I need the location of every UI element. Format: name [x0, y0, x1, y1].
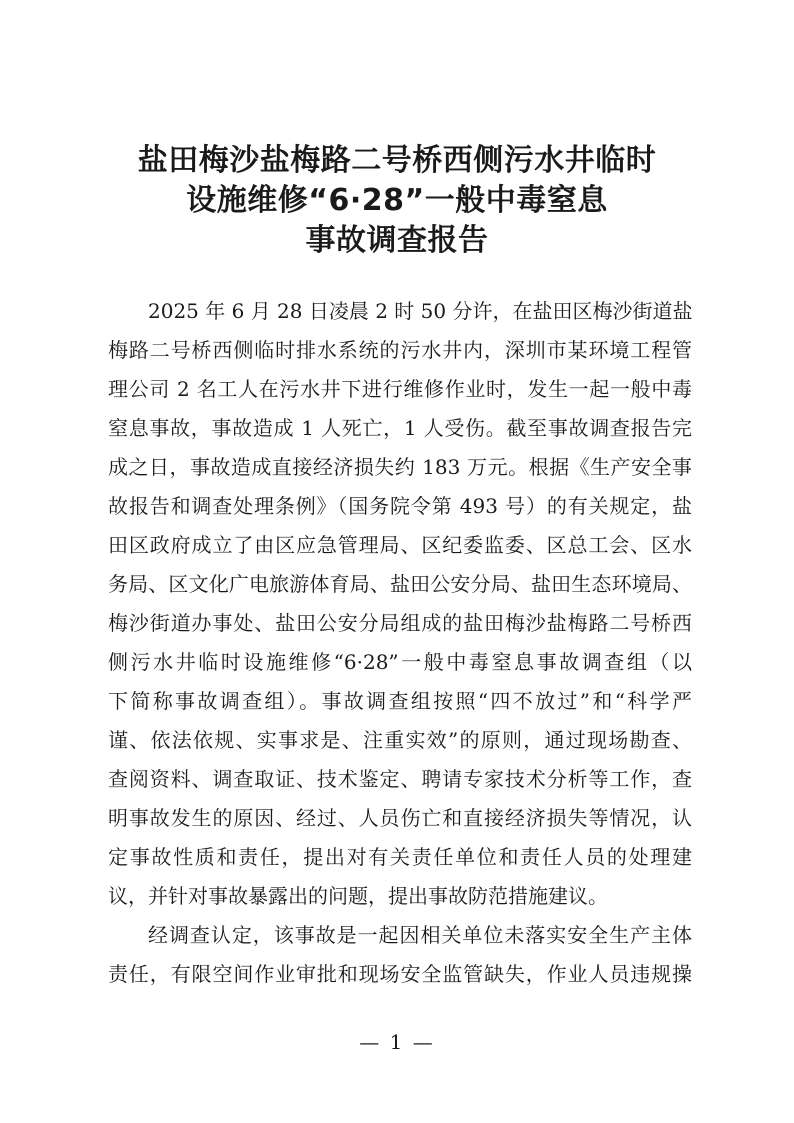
body-line: 责任，有限空间作业审批和现场安全监管缺失，作业人员违规操 [108, 962, 692, 986]
title-line: 盐田梅沙盐梅路二号桥西侧污水井临时 [137, 143, 657, 178]
body-line: 梅路二号桥西侧临时排水系统的污水井内，深圳市某环境工程管 [108, 338, 692, 362]
body-line: 谨、依法依规、实事求是、注重实效”的原则，通过现场勘查、 [108, 728, 692, 752]
body-line: 定事故性质和责任，提出对有关责任单位和责任人员的处理建 [108, 845, 692, 869]
page-number: — 1 — [359, 1030, 435, 1054]
body-line: 查阅资料、调查取证、技术鉴定、聘请专家技术分析等工作，查 [108, 767, 692, 791]
body-line: 成之日，事故造成直接经济损失约 183 万元。根据《生产安全事 [108, 455, 692, 479]
paragraph-conclusion [108, 916, 692, 994]
report-body [108, 292, 692, 994]
report-title [0, 141, 794, 261]
body-line: 经调查认定，该事故是一起因相关单位未落实安全生产主体 [148, 923, 692, 947]
title-line: 设施维修“6·28”一般中毒窒息 [186, 183, 608, 218]
body-line: 理公司 2 名工人在污水井下进行维修作业时，发生一起一般中毒 [108, 377, 692, 401]
body-line: 田区政府成立了由区应急管理局、区纪委监委、区总工会、区水 [108, 533, 692, 557]
body-line: 窒息事故，事故造成 1 人死亡，1 人受伤。截至事故调查报告完 [108, 416, 692, 440]
body-line: 明事故发生的原因、经过、人员伤亡和直接经济损失等情况，认 [108, 806, 692, 830]
body-line: 侧污水井临时设施维修“6·28”一般中毒窒息事故调查组（以 [108, 650, 692, 674]
paragraph-summary [108, 292, 692, 916]
body-line: 故报告和调查处理条例》（国务院令第 493 号）的有关规定，盐 [108, 494, 692, 518]
body-line: 议，并针对事故暴露出的问题，提出事故防范措施建议。 [108, 884, 608, 908]
body-line: 下简称事故调查组）。事故调查组按照“四不放过”和“科学严 [108, 689, 692, 713]
body-line: 务局、区文化广电旅游体育局、盐田公安分局、盐田生态环境局、 [108, 572, 692, 596]
body-line: 梅沙街道办事处、盐田公安分局组成的盐田梅沙盐梅路二号桥西 [108, 611, 692, 635]
body-line: 2025 年 6 月 28 日凌晨 2 时 50 分许，在盐田区梅沙街道盐 [148, 299, 693, 323]
title-line: 事故调查报告 [305, 223, 489, 258]
